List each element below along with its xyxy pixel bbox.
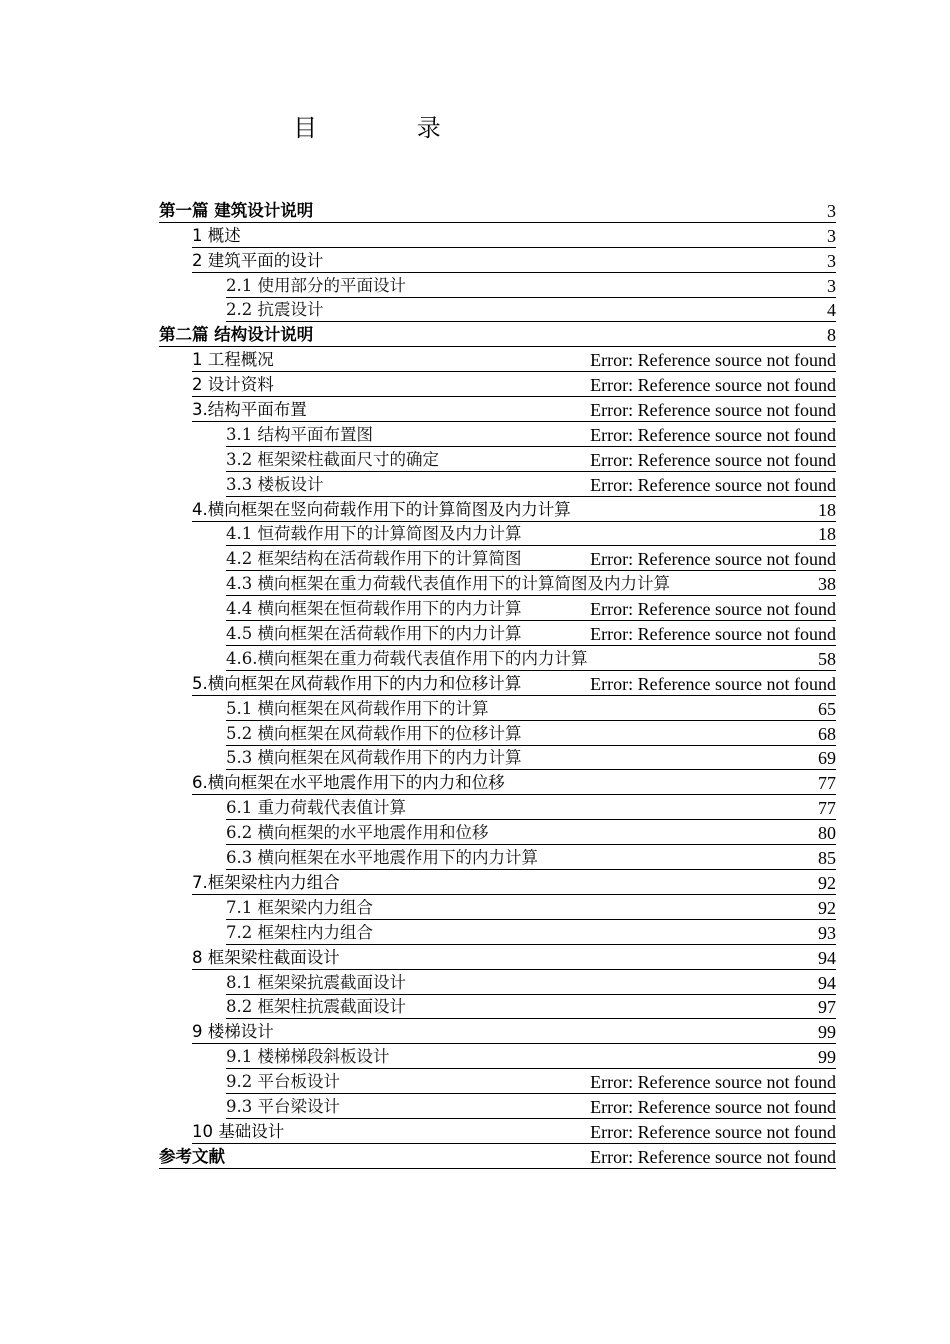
toc-entry[interactable]: [226, 522, 836, 547]
toc-entry[interactable]: [226, 895, 836, 920]
toc-entry-label: 第一篇 建筑设计说明: [159, 200, 314, 220]
toc-entry-page: 94: [818, 947, 836, 968]
toc-entry[interactable]: [192, 770, 836, 795]
toc-entry-label: 8 框架梁柱截面设计: [192, 947, 340, 967]
toc-entry-page: 69: [818, 748, 836, 769]
toc-entry[interactable]: [226, 696, 836, 721]
toc-entry[interactable]: [226, 970, 836, 995]
toc-entry-label: 2 设计资料: [192, 375, 274, 395]
toc-entry-label: 4.6.横向框架在重力荷载代表值作用下的内力计算: [226, 648, 588, 668]
toc-entry-page: Error: Reference source not found: [590, 624, 836, 645]
toc-entry[interactable]: [226, 920, 836, 945]
toc-entry-page: Error: Reference source not found: [590, 1096, 836, 1117]
toc-entry[interactable]: [159, 1144, 836, 1169]
toc-entry-label: 3.2 框架梁柱截面尺寸的确定: [226, 449, 439, 469]
toc-entry-label: 1 工程概况: [192, 350, 274, 370]
toc-entry-page: Error: Reference source not found: [590, 549, 836, 570]
toc-entry-page: Error: Reference source not found: [590, 1121, 836, 1142]
toc-entry-label: 7.框架梁柱内力组合: [192, 872, 340, 892]
toc-entry[interactable]: [159, 322, 836, 347]
toc-entry[interactable]: [226, 646, 836, 671]
toc-entry-page: 3: [827, 200, 836, 221]
toc-entry-label: 6.1 重力荷载代表值计算: [226, 798, 406, 818]
toc-entry[interactable]: [192, 1019, 836, 1044]
toc-entry-page: 94: [818, 972, 836, 993]
toc-entry-page: Error: Reference source not found: [590, 474, 836, 495]
toc-entry[interactable]: [159, 198, 836, 223]
toc-entry-page: 93: [818, 922, 836, 943]
toc-entry[interactable]: [226, 995, 836, 1020]
toc-entry-label: 5.1 横向框架在风荷载作用下的计算: [226, 698, 489, 718]
toc-entry-page: 3: [827, 275, 836, 296]
toc-entry-page: 8: [827, 325, 836, 346]
toc-entry[interactable]: [192, 248, 836, 273]
toc-entry-label: 7.1 框架梁内力组合: [226, 897, 373, 917]
toc-entry-page: Error: Reference source not found: [590, 449, 836, 470]
toc-entry[interactable]: [226, 298, 836, 323]
toc-entry-label: 1 概述: [192, 225, 241, 245]
toc-entry-label: 5.横向框架在风荷载作用下的内力和位移计算: [192, 673, 522, 693]
toc-entry[interactable]: [226, 721, 836, 746]
toc-entry[interactable]: [226, 1069, 836, 1094]
toc-entry-page: Error: Reference source not found: [590, 1072, 836, 1093]
toc-entry-label: 4.横向框架在竖向荷载作用下的计算简图及内力计算: [192, 499, 571, 519]
toc-entry-page: 18: [818, 499, 836, 520]
toc-entry[interactable]: [226, 820, 836, 845]
toc-entry-page: Error: Reference source not found: [590, 599, 836, 620]
toc-entry-page: 38: [818, 574, 836, 595]
toc-entry-page: 68: [818, 723, 836, 744]
toc-entry-page: 18: [818, 524, 836, 545]
toc-entry-page: Error: Reference source not found: [590, 424, 836, 445]
toc-entry-label: 6.横向框架在水平地震作用下的内力和位移: [192, 773, 505, 793]
toc-entry-label: 3.1 结构平面布置图: [226, 424, 373, 444]
toc-entry-page: Error: Reference source not found: [590, 673, 836, 694]
toc-entry[interactable]: [226, 621, 836, 646]
toc-entry[interactable]: [192, 870, 836, 895]
toc-entry-label: 9.3 平台梁设计: [226, 1096, 340, 1116]
toc-entry-label: 4.4 横向框架在恒荷载作用下的内力计算: [226, 599, 522, 619]
table-of-contents: [159, 198, 836, 1169]
toc-entry-page: 77: [818, 798, 836, 819]
toc-entry-page: Error: Reference source not found: [590, 400, 836, 421]
toc-entry-label: 第二篇 结构设计说明: [159, 325, 314, 345]
toc-entry-label: 4.1 恒荷载作用下的计算简图及内力计算: [226, 524, 522, 544]
toc-entry-label: 2 建筑平面的设计: [192, 250, 324, 270]
toc-entry-page: 97: [818, 997, 836, 1018]
toc-entry-label: 2.1 使用部分的平面设计: [226, 275, 406, 295]
toc-entry-label: 5.3 横向框架在风荷载作用下的内力计算: [226, 748, 522, 768]
toc-entry[interactable]: [226, 571, 836, 596]
toc-entry[interactable]: [192, 347, 836, 372]
toc-entry-page: 3: [827, 250, 836, 271]
toc-entry[interactable]: [226, 795, 836, 820]
toc-entry-page: 99: [818, 1047, 836, 1068]
toc-entry-page: Error: Reference source not found: [590, 350, 836, 371]
toc-entry-page: Error: Reference source not found: [590, 375, 836, 396]
toc-entry-page: 92: [818, 897, 836, 918]
toc-entry[interactable]: [226, 596, 836, 621]
toc-entry-label: 4.2 框架结构在活荷载作用下的计算简图: [226, 549, 522, 569]
toc-entry-label: 参考文献: [159, 1146, 225, 1166]
toc-title: 目 录: [293, 114, 487, 142]
toc-entry-page: 85: [818, 848, 836, 869]
toc-entry-label: 6.2 横向框架的水平地震作用和位移: [226, 823, 489, 843]
toc-entry[interactable]: [226, 1094, 836, 1119]
toc-entry-label: 9 楼梯设计: [192, 1022, 274, 1042]
toc-entry[interactable]: [226, 746, 836, 771]
toc-entry-label: 2.2 抗震设计: [226, 300, 324, 320]
toc-entry-label: 8.2 框架柱抗震截面设计: [226, 997, 406, 1017]
toc-entry-page: 3: [827, 225, 836, 246]
toc-entry-label: 4.5 横向框架在活荷载作用下的内力计算: [226, 624, 522, 644]
toc-entry-page: 80: [818, 823, 836, 844]
toc-entry[interactable]: [226, 273, 836, 298]
toc-entry[interactable]: [192, 223, 836, 248]
toc-entry[interactable]: [192, 671, 836, 696]
toc-entry-page: 4: [827, 300, 836, 321]
toc-entry[interactable]: [226, 447, 836, 472]
toc-entry-label: 6.3 横向框架在水平地震作用下的内力计算: [226, 848, 538, 868]
toc-entry[interactable]: [226, 546, 836, 571]
toc-entry-page: 77: [818, 773, 836, 794]
toc-entry[interactable]: [192, 497, 836, 522]
toc-entry-label: 7.2 框架柱内力组合: [226, 922, 373, 942]
toc-entry-label: 8.1 框架梁抗震截面设计: [226, 972, 406, 992]
toc-entry-page: Error: Reference source not found: [590, 1146, 836, 1167]
toc-entry[interactable]: [192, 945, 836, 970]
toc-entry[interactable]: [226, 422, 836, 447]
toc-entry-label: 5.2 横向框架在风荷载作用下的位移计算: [226, 723, 522, 743]
toc-entry[interactable]: [192, 372, 836, 397]
toc-entry-label: 3.结构平面布置: [192, 400, 307, 420]
toc-entry-label: 10 基础设计: [192, 1121, 285, 1141]
toc-entry[interactable]: [192, 1119, 836, 1144]
toc-entry[interactable]: [226, 1044, 836, 1069]
toc-entry[interactable]: [192, 397, 836, 422]
toc-entry-page: 65: [818, 698, 836, 719]
toc-entry-page: 99: [818, 1022, 836, 1043]
toc-entry-label: 4.3 横向框架在重力荷载代表值作用下的计算简图及内力计算: [226, 574, 670, 594]
toc-entry-label: 9.1 楼梯梯段斜板设计: [226, 1047, 390, 1067]
toc-entry-label: 9.2 平台板设计: [226, 1072, 340, 1092]
toc-entry[interactable]: [226, 472, 836, 497]
toc-entry[interactable]: [226, 845, 836, 870]
toc-entry-page: 92: [818, 872, 836, 893]
toc-entry-page: 58: [818, 648, 836, 669]
toc-entry-label: 3.3 楼板设计: [226, 474, 324, 494]
